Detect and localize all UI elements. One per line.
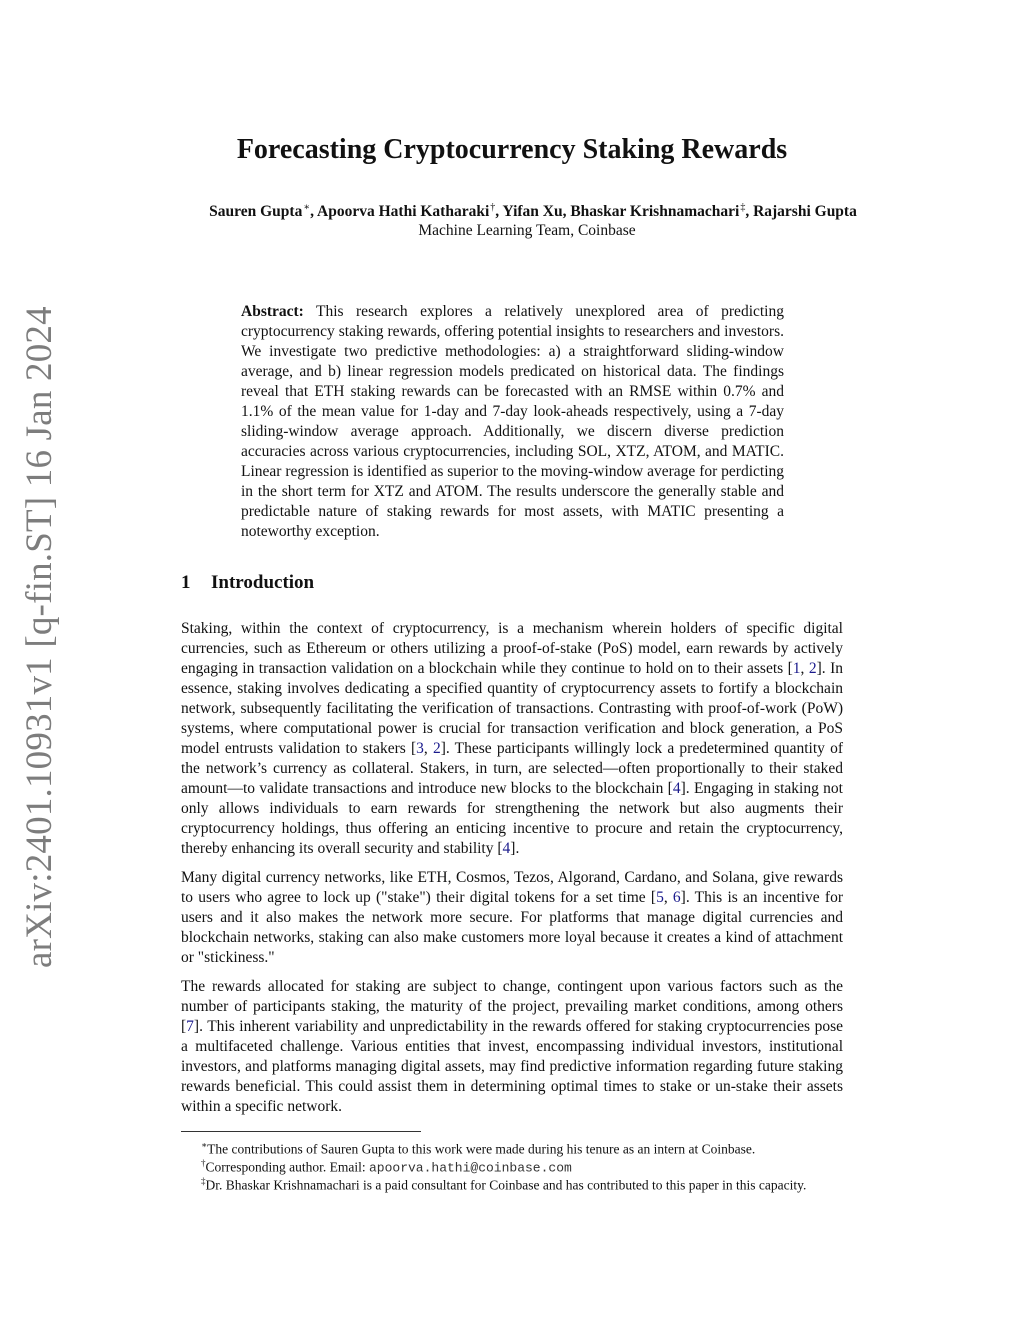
author-footnote-mark[interactable]: † [490,202,496,213]
citation-link[interactable]: 2 [432,740,441,757]
author-footnote-mark[interactable]: ‡ [740,202,746,213]
author-list [0,202,1024,221]
section-number: 1 [181,572,191,593]
text-run: Many digital currency networks, like ETH, Cosmos, Tezos, Algorand, Cardano, and Solana, give rewards to users who agree to lock up ("stake") their digital tokens for a set time [ [181,869,843,906]
author-separator: , [310,203,318,221]
author-name: Sauren Gupta [209,203,303,221]
text-run: ]. These participants willingly lock a predetermined quantity of the network’s currency as collateral. Stakers, in turn, are selected—often proportionally to their staked amount—to validate transactions and introduce new blocks to the blockchain [ [181,740,843,797]
email-link[interactable]: apoorva.hathi@coinbase.com [368,1160,572,1176]
citation-link[interactable]: 1 [792,660,801,677]
author-name: Apoorva Hathi Katharaki [317,203,490,221]
arxiv-identifier: arXiv:2401.10931v1 [q-fin.ST] 16 Jan 2024 [19,306,60,968]
paper-title: Forecasting Cryptocurrency Staking Rewards [236,134,788,165]
author-footnote-mark[interactable]: ∗ [303,202,311,213]
footnote-mark: ‡ [201,1176,206,1186]
text-run: ]. This inherent variability and unpredictability in the rewards offered for staking cryptocurrencies pose a multifaceted challenge. Various entities that invest, encompassing individual investors, institutional investors, and platforms managing digital assets, may find predictive information regarding future staking rewards beneficial. This could assist them in determining optimal times to stake or un-stake their assets within a specific network. [181,1018,843,1115]
author-name: Yifan Xu, Bhaskar Krishnamachari [502,203,740,221]
text-run: Staking, within the context of cryptocurrency, is a mechanism wherein holders of specific digital currencies, such as Ethereum or others utilizing a proof-of-stake (PoS) model, earn rewards by actively engaging in transaction validation on a blockchain while they continue to hold on to their assets [ [181,620,843,677]
footnote-divider [181,1131,421,1132]
citation-link[interactable]: 7 [186,1018,194,1035]
footnote-text: Dr. Bhaskar Krishnamachari is a paid consultant for Coinbase and has contributed to this paper in this capacity. [205,1177,807,1193]
citation-link[interactable]: 5 [656,889,664,906]
abstract [241,302,784,542]
text-run: , [800,660,809,677]
section-heading [181,572,314,594]
text-run: The rewards allocated for staking are subject to change, contingent upon various factors such as the number of participants staking, the maturity of the project, prevailing market conditions, among others [ [181,978,843,1035]
abstract-text: This research explores a relatively unexplored area of predicting cryptocurrency staking rewards, offering potential insights to researchers and investors. We investigate two predictive methodologies: a) a straightforward sliding-window average, and b) linear regression models predicated on historical data. The findings reveal that ETH staking rewards can be forecasted with an RMSE within 0.7% and 1.1% of the mean value for 1-day and 7-day look-aheads respectively, using a 7-day sliding-window average approach. Additionally, we discern diverse prediction accuracies across various cryptocurrencies, including SOL, XTZ, ATOM, and MATIC. Linear regression is identified as superior to the moving-window average for perdicting in the short term for XTZ and ATOM. The results underscore the generally stable and predictable nature of staking rewards for most assets, with MATIC presenting a noteworthy exception. [241,303,784,540]
author-separator: , [745,203,754,221]
text-run: ]. [510,840,520,857]
citation-link[interactable]: 3 [416,740,424,757]
text-run: ]. This is an incentive for users and it also makes the network more secure. For platforms that manage digital currencies and blockchain networks, staking can also make customers more loyal because it creates a kind of attachment or "stickiness." [181,889,843,966]
text-run: ]. Engaging in staking not only allows individuals to earn rewards for strengthening the network but also augments their cryptocurrency holdings, thus offering an enticing incentive to procure and retain the cryptocurrency, thereby enhancing its overall security and stability [ [181,780,843,857]
citation-link[interactable]: 4 [502,840,511,857]
text-run: , [663,889,673,906]
author-name: Rajarshi Gupta [753,203,857,221]
intro-paragraph-1 [181,619,843,859]
citation-link[interactable]: 6 [672,889,681,906]
text-run: ]. In essence, staking involves dedicating a specified quantity of cryptocurrency assets to fortify a blockchain network, subsequently facilitating the verification of transactions. Contrasting with proof-of-work (PoW) systems, where computational power is crucial for transaction verification and block generation, a PoS model entrusts validation to stakers [ [181,660,844,757]
text-run: , [423,740,433,757]
footnote-text: The contributions of Sauren Gupta to this work were made during his tenure as an intern at Coinbase. [207,1141,756,1157]
footnote-mark: ∗ [201,1140,208,1150]
footnote-text: Corresponding author. Email: [205,1159,369,1175]
citation-link[interactable]: 2 [808,660,817,677]
affiliation: Machine Learning Team, Coinbase [418,222,636,239]
abstract-label: Abstract: [241,303,304,320]
footnote-3 [181,1172,843,1195]
citation-link[interactable]: 4 [672,780,681,797]
footnote-mark: † [201,1158,206,1168]
intro-paragraph-2 [181,868,843,968]
intro-paragraph-3 [181,977,843,1117]
author-separator: , [495,203,503,221]
section-title: Introduction [211,572,315,593]
